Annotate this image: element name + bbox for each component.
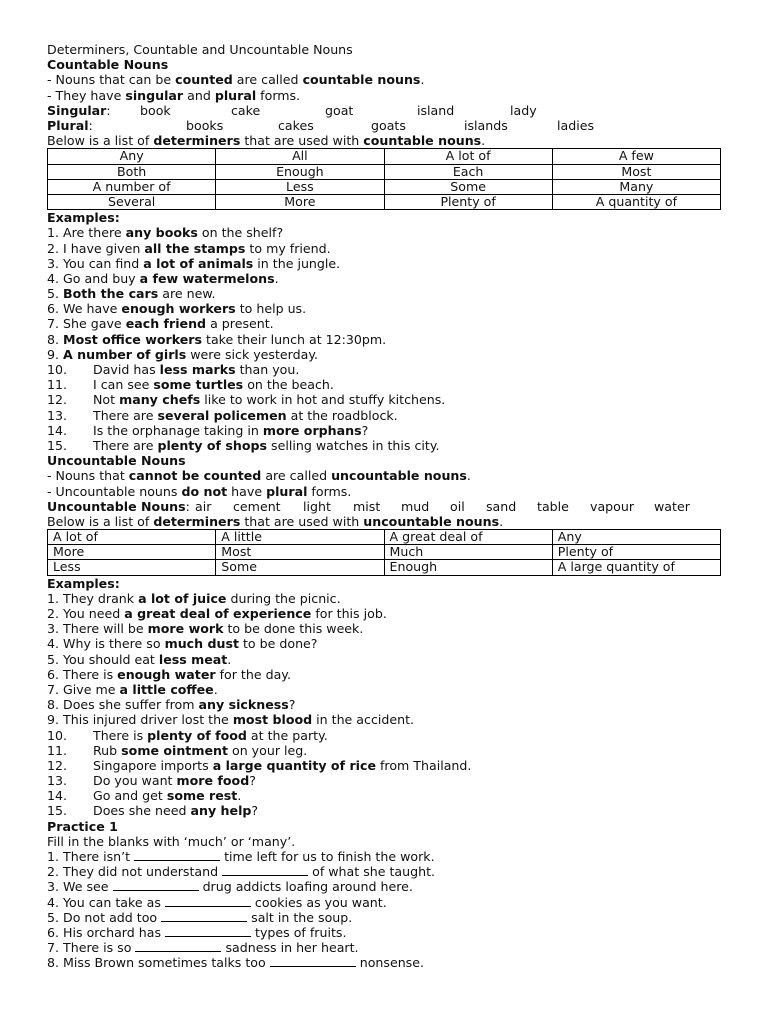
table-row: Any All A lot of A few (48, 149, 721, 164)
uncountable-definition-1: - Nouns that cannot be counted are called uncountable nouns. (47, 468, 471, 484)
example-item: 5. You should eat less meat. (47, 651, 232, 667)
table-row: Several More Plenty of A quantity of (48, 194, 721, 209)
example-item: 8. Most office workers take their lunch at 12:30pm. (47, 331, 387, 347)
examples-heading: Examples: (47, 575, 120, 591)
example-item: 13. Do you want more food? (47, 773, 256, 789)
answer-blank[interactable] (222, 864, 308, 876)
table-row: More Most Much Plenty of (48, 545, 721, 560)
answer-blank[interactable] (161, 910, 247, 922)
answer-blank[interactable] (135, 940, 221, 952)
practice-item: 4. You can take as cookies as you want. (47, 894, 387, 910)
countable-definition-2: - They have singular and plural forms. (47, 87, 301, 103)
uncountable-definition-2: - Uncountable nouns do not have plural forms. (47, 483, 352, 499)
singular-word: lady (510, 102, 537, 118)
countable-determiners-table (47, 148, 721, 210)
example-item: 11. I can see some turtles on the beach. (47, 377, 334, 393)
example-item: 15. There are plenty of shops selling watches in this city. (47, 437, 440, 453)
example-item: 10. There is plenty of food at the party. (47, 727, 328, 743)
noun-word: table (537, 498, 569, 514)
singular-row: Singular: book cake goat island lady (47, 102, 537, 118)
example-item: 3. There will be more work to be done this week. (47, 621, 364, 637)
example-item: 12. Singapore imports a large quantity of rice from Thailand. (47, 757, 472, 773)
table-row: Both Enough Each Most (48, 164, 721, 179)
noun-word: vapour (590, 498, 635, 514)
example-item: 4. Go and buy a few watermelons. (47, 270, 279, 286)
plural-word: goats (371, 117, 406, 133)
example-item: 2. You need a great deal of experience for this job. (47, 606, 387, 622)
example-item: 13. There are several policemen at the roadblock. (47, 407, 398, 423)
singular-word: cake (231, 102, 261, 118)
uncountable-list-intro: Below is a list of determiners that are used with uncountable nouns. (47, 513, 504, 529)
plural-word: cakes (278, 117, 314, 133)
practice-item: 6. His orchard has types of fruits. (47, 924, 347, 940)
noun-word: water (654, 498, 690, 514)
singular-word: island (417, 102, 455, 118)
example-item: 9. A number of girls were sick yesterday. (47, 346, 319, 362)
worksheet (47, 42, 722, 971)
plural-word: islands (464, 117, 508, 133)
example-item: 14. Go and get some rest. (47, 788, 242, 804)
noun-word: oil (450, 498, 465, 514)
plural-word: books (186, 117, 224, 133)
noun-word: sand (486, 498, 517, 514)
practice-items (47, 849, 722, 971)
example-item: 7. Give me a little coffee. (47, 681, 218, 697)
example-item: 8. Does she suffer from any sickness? (47, 697, 296, 713)
noun-word: light (303, 498, 331, 514)
plural-word: ladies (557, 117, 595, 133)
uncountable-determiners-table (47, 529, 721, 576)
example-item: 15. Does she need any help? (47, 803, 259, 819)
answer-blank[interactable] (134, 849, 220, 861)
practice-heading: Practice 1 (47, 818, 118, 834)
example-item: 6. There is enough water for the day. (47, 666, 291, 682)
page-title: Determiners, Countable and Uncountable Nouns (47, 42, 353, 57)
example-item: 11. Rub some ointment on your leg. (47, 742, 308, 758)
answer-blank[interactable] (165, 895, 251, 907)
practice-item: 3. We see drug addicts loafing around here. (47, 879, 413, 895)
countable-examples (47, 225, 722, 453)
example-item: 6. We have enough workers to help us. (47, 301, 307, 317)
table-row: A lot of A little A great deal of Any (48, 530, 721, 545)
practice-item: 1. There isn’t time left for us to finish the work. (47, 849, 435, 865)
example-item: 5. Both the cars are new. (47, 286, 216, 302)
practice-item: 5. Do not add too salt in the soup. (47, 909, 353, 925)
noun-word: air (195, 498, 212, 514)
countable-definition-1: - Nouns that can be counted are called countable nouns. (47, 72, 425, 88)
singular-word: book (140, 102, 171, 118)
countable-heading: Countable Nouns (47, 57, 169, 73)
example-item: 2. I have given all the stamps to my friend. (47, 240, 331, 256)
uncountable-examples (47, 591, 722, 819)
answer-blank[interactable] (165, 925, 251, 937)
example-item: 10. David has less marks than you. (47, 362, 300, 377)
uncountable-nouns-row: Uncountable Nouns: air cement light mist mud oil sand table vapour water (47, 498, 690, 514)
practice-item: 7. There is so sadness in her heart. (47, 940, 359, 956)
example-item: 14. Is the orphanage taking in more orphans? (47, 422, 369, 438)
table-row: Less Some Enough A large quantity of (48, 560, 721, 575)
example-item: 3. You can find a lot of animals in the jungle. (47, 255, 341, 271)
practice-item: 2. They did not understand of what she taught. (47, 864, 436, 880)
countable-list-intro: Below is a list of determiners that are used with countable nouns. (47, 133, 486, 149)
answer-blank[interactable] (113, 879, 199, 891)
singular-word: goat (325, 102, 354, 118)
uncountable-heading: Uncountable Nouns (47, 453, 186, 469)
practice-instruction: Fill in the blanks with ‘much’ or ‘many’. (47, 833, 296, 849)
example-item: 7. She gave each friend a present. (47, 316, 274, 332)
noun-word: mud (401, 498, 430, 514)
example-item: 4. Why is there so much dust to be done? (47, 636, 318, 652)
noun-word: cement (233, 498, 281, 514)
example-item: 9. This injured driver lost the most blood in the accident. (47, 712, 415, 728)
examples-heading: Examples: (47, 210, 120, 226)
example-item: 1. They drank a lot of juice during the picnic. (47, 590, 341, 606)
plural-row: Plural: books cakes goats islands ladies (47, 117, 595, 133)
answer-blank[interactable] (270, 955, 356, 967)
example-item: 1. Are there any books on the shelf? (47, 225, 284, 241)
practice-item: 8. Miss Brown sometimes talks too nonsense. (47, 955, 424, 971)
noun-word: mist (353, 498, 381, 514)
table-row: A number of Less Some Many (48, 179, 721, 194)
example-item: 12. Not many chefs like to work in hot and stuffy kitchens. (47, 392, 446, 408)
